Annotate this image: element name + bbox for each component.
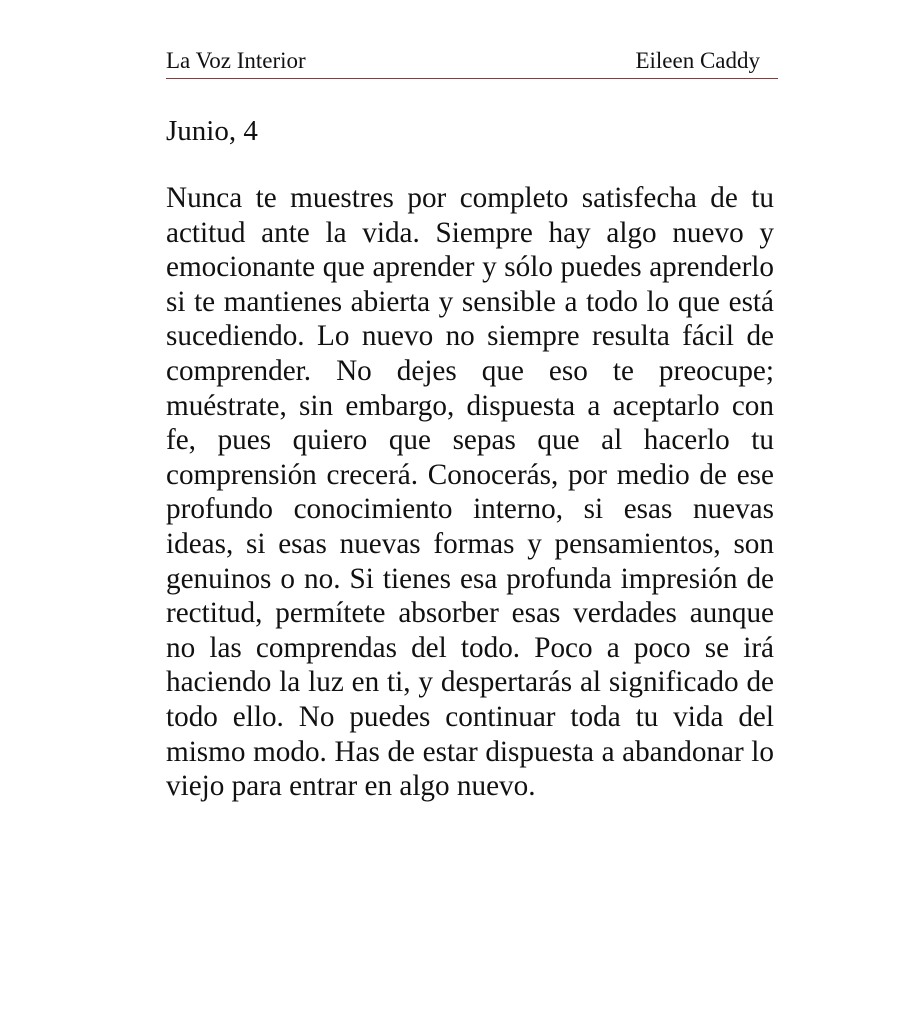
entry-date: Junio, 4 [166,115,258,147]
book-title: La Voz Interior [166,48,306,73]
author-name: Eileen Caddy [635,48,760,73]
running-header [166,46,778,79]
entry-body-text: Nunca te muestres por completo satisfecha de tu actitud ante la vida. Siempre hay algo nuevo y emocionante que aprender y sólo puedes aprenderlo si te mantienes abierta y sensible a todo lo que está sucediendo. Lo nuevo no siempre resulta fácil de comprender. No dejes que eso te preocupe; muéstrate, sin embargo, dispuesta a aceptarlo con fe, pues quiero que sepas que al hacerlo tu comprensión crecerá. Conocerás, por medio de ese profundo conocimiento interno, si esas nuevas ideas, si esas nuevas formas y pensamientos, son genuinos o no. Si tienes esa profunda impresión de rectitud, permítete absorber esas verdades aunque no las comprendas del todo. Poco a poco se irá haciendo la luz en ti, y despertarás al significado de todo ello. No puedes continuar toda tu vida del mismo modo. Has de estar dispuesta a abandonar lo viejo para entrar en algo nuevo. [166,182,774,803]
